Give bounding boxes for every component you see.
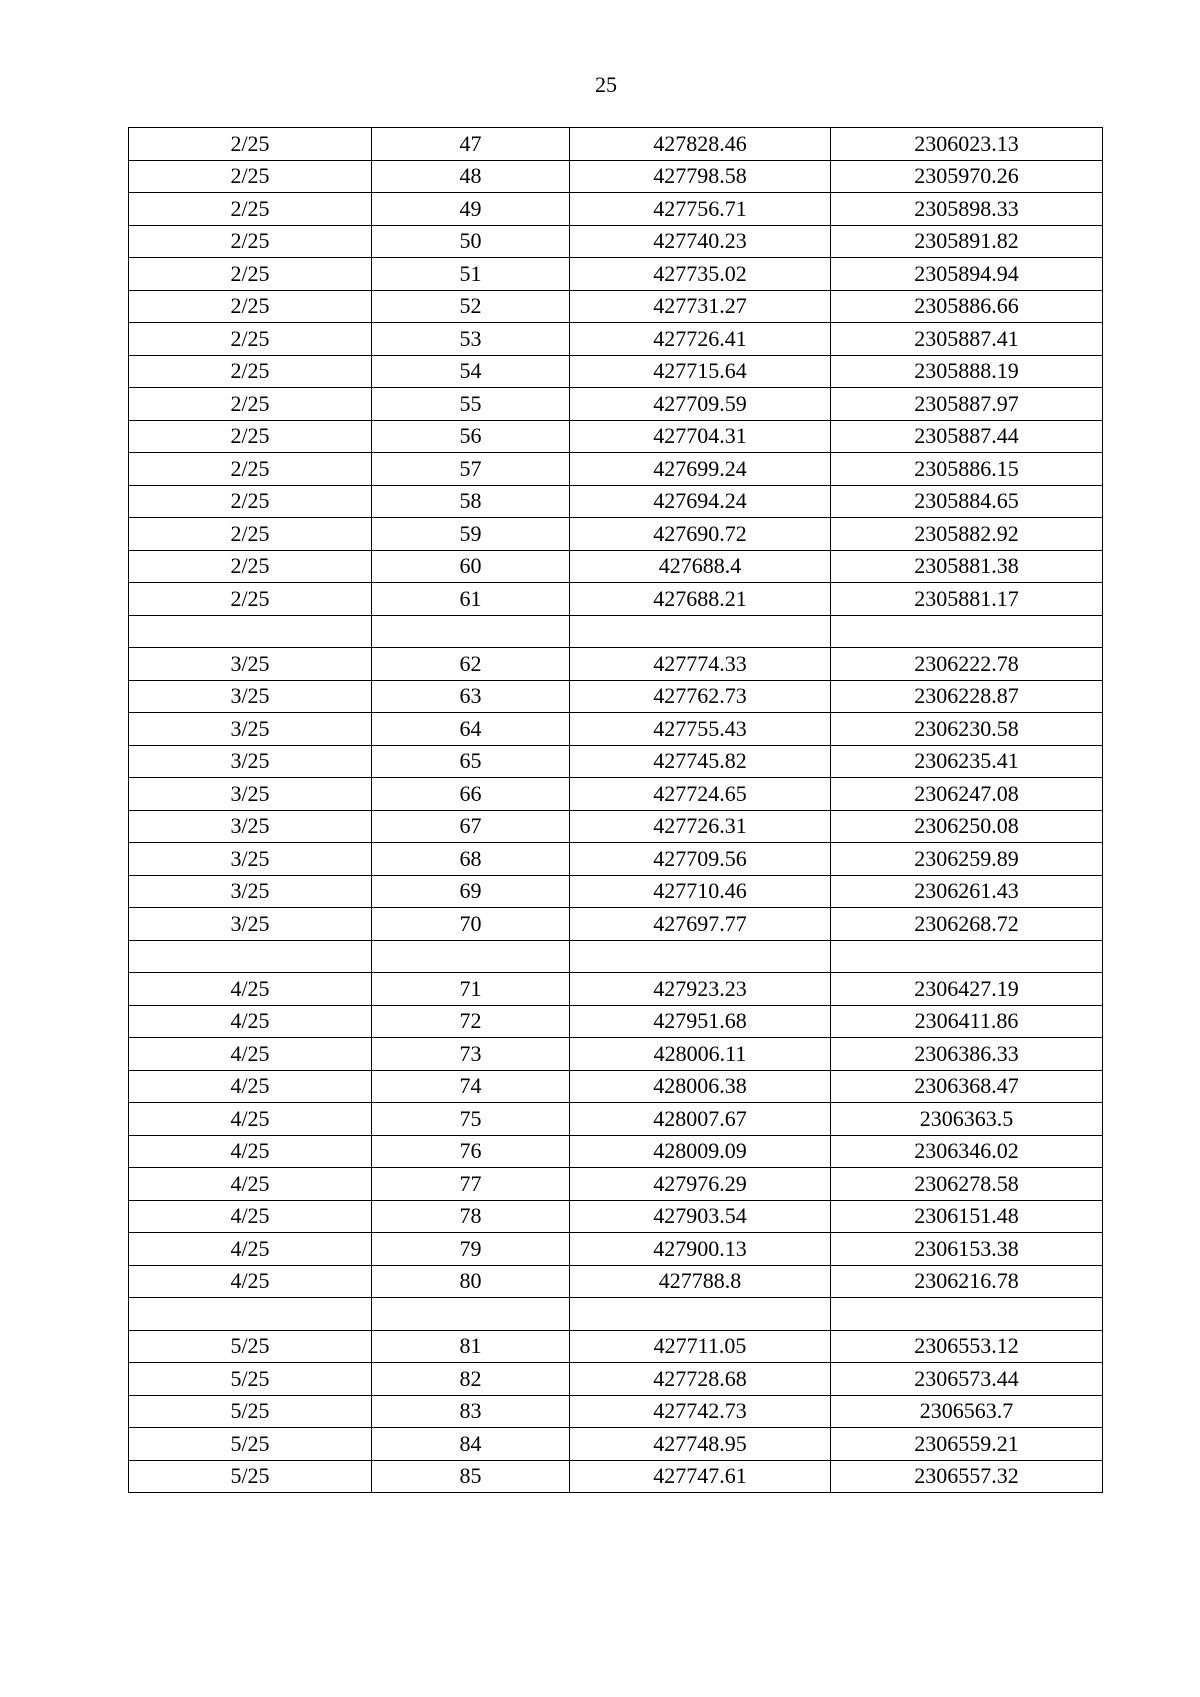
table-row (129, 355, 1103, 388)
y-coordinate-cell: 2306363.5 (831, 1103, 1103, 1136)
point-number-cell: 54 (372, 355, 570, 388)
point-number-cell: 50 (372, 225, 570, 258)
page-number: 25 (595, 72, 617, 97)
x-coordinate-cell: 427711.05 (570, 1330, 831, 1363)
plot-cell: 2/25 (129, 193, 372, 226)
point-number-cell: 73 (372, 1038, 570, 1071)
table-row (129, 518, 1103, 551)
plot-cell (129, 1298, 372, 1331)
point-number-cell: 81 (372, 1330, 570, 1363)
table-row (129, 680, 1103, 713)
x-coordinate-cell: 427728.68 (570, 1363, 831, 1396)
y-coordinate-cell: 2305882.92 (831, 518, 1103, 551)
x-coordinate-cell: 427756.71 (570, 193, 831, 226)
x-coordinate-cell: 428006.38 (570, 1070, 831, 1103)
plot-cell: 3/25 (129, 680, 372, 713)
x-coordinate-cell: 427788.8 (570, 1265, 831, 1298)
x-coordinate-cell: 427740.23 (570, 225, 831, 258)
table-row (129, 485, 1103, 518)
plot-cell: 3/25 (129, 745, 372, 778)
y-coordinate-cell: 2305891.82 (831, 225, 1103, 258)
plot-cell: 5/25 (129, 1363, 372, 1396)
x-coordinate-cell: 427762.73 (570, 680, 831, 713)
y-coordinate-cell: 2305884.65 (831, 485, 1103, 518)
point-number-cell: 85 (372, 1460, 570, 1493)
x-coordinate-cell: 427745.82 (570, 745, 831, 778)
coordinates-table (128, 127, 1103, 1493)
table-row (129, 225, 1103, 258)
plot-cell: 4/25 (129, 1200, 372, 1233)
y-coordinate-cell: 2305970.26 (831, 160, 1103, 193)
y-coordinate-cell: 2306228.87 (831, 680, 1103, 713)
plot-cell: 3/25 (129, 778, 372, 811)
y-coordinate-cell: 2305887.44 (831, 420, 1103, 453)
x-coordinate-cell: 427704.31 (570, 420, 831, 453)
point-number-cell (372, 615, 570, 648)
plot-cell: 4/25 (129, 1103, 372, 1136)
plot-cell: 2/25 (129, 128, 372, 161)
plot-cell: 4/25 (129, 1233, 372, 1266)
plot-cell: 2/25 (129, 420, 372, 453)
y-coordinate-cell: 2306557.32 (831, 1460, 1103, 1493)
point-number-cell: 52 (372, 290, 570, 323)
point-number-cell: 55 (372, 388, 570, 421)
point-number-cell: 61 (372, 583, 570, 616)
point-number-cell: 80 (372, 1265, 570, 1298)
table-row (129, 1038, 1103, 1071)
x-coordinate-cell: 428009.09 (570, 1135, 831, 1168)
y-coordinate-cell: 2306023.13 (831, 128, 1103, 161)
y-coordinate-cell: 2306346.02 (831, 1135, 1103, 1168)
x-coordinate-cell: 427724.65 (570, 778, 831, 811)
table-row (129, 420, 1103, 453)
point-number-cell: 74 (372, 1070, 570, 1103)
x-coordinate-cell: 428006.11 (570, 1038, 831, 1071)
y-coordinate-cell: 2305894.94 (831, 258, 1103, 291)
y-coordinate-cell: 2306563.7 (831, 1395, 1103, 1428)
table-row (129, 648, 1103, 681)
x-coordinate-cell: 427747.61 (570, 1460, 831, 1493)
plot-cell: 5/25 (129, 1395, 372, 1428)
x-coordinate-cell: 427688.4 (570, 550, 831, 583)
point-number-cell: 64 (372, 713, 570, 746)
x-coordinate-cell: 427710.46 (570, 875, 831, 908)
y-coordinate-cell: 2305881.17 (831, 583, 1103, 616)
table-body (129, 128, 1103, 1493)
table-row (129, 1005, 1103, 1038)
x-coordinate-cell: 427900.13 (570, 1233, 831, 1266)
point-number-cell: 78 (372, 1200, 570, 1233)
point-number-cell: 66 (372, 778, 570, 811)
x-coordinate-cell: 427748.95 (570, 1428, 831, 1461)
y-coordinate-cell: 2306573.44 (831, 1363, 1103, 1396)
plot-cell: 3/25 (129, 810, 372, 843)
plot-cell: 2/25 (129, 258, 372, 291)
table-row (129, 388, 1103, 421)
table-row (129, 875, 1103, 908)
point-number-cell: 69 (372, 875, 570, 908)
table-row (129, 583, 1103, 616)
point-number-cell (372, 1298, 570, 1331)
plot-cell: 4/25 (129, 1168, 372, 1201)
plot-cell: 2/25 (129, 323, 372, 356)
y-coordinate-cell: 2306553.12 (831, 1330, 1103, 1363)
plot-cell: 3/25 (129, 908, 372, 941)
table-row (129, 1070, 1103, 1103)
point-number-cell: 70 (372, 908, 570, 941)
table-row (129, 453, 1103, 486)
table-spacer-row (129, 615, 1103, 648)
plot-cell (129, 940, 372, 973)
x-coordinate-cell: 427828.46 (570, 128, 831, 161)
x-coordinate-cell: 427755.43 (570, 713, 831, 746)
x-coordinate-cell: 427731.27 (570, 290, 831, 323)
plot-cell (129, 615, 372, 648)
plot-cell: 2/25 (129, 290, 372, 323)
point-number-cell: 62 (372, 648, 570, 681)
point-number-cell: 51 (372, 258, 570, 291)
plot-cell: 5/25 (129, 1428, 372, 1461)
point-number-cell: 60 (372, 550, 570, 583)
x-coordinate-cell: 427709.59 (570, 388, 831, 421)
point-number-cell: 68 (372, 843, 570, 876)
y-coordinate-cell: 2305887.97 (831, 388, 1103, 421)
plot-cell: 2/25 (129, 518, 372, 551)
y-coordinate-cell: 2306153.38 (831, 1233, 1103, 1266)
table-row (129, 973, 1103, 1006)
plot-cell: 2/25 (129, 388, 372, 421)
plot-cell: 2/25 (129, 485, 372, 518)
x-coordinate-cell: 427976.29 (570, 1168, 831, 1201)
table-row (129, 193, 1103, 226)
x-coordinate-cell: 427798.58 (570, 160, 831, 193)
y-coordinate-cell: 2306230.58 (831, 713, 1103, 746)
y-coordinate-cell (831, 615, 1103, 648)
point-number-cell: 77 (372, 1168, 570, 1201)
table-row (129, 745, 1103, 778)
plot-cell: 2/25 (129, 160, 372, 193)
point-number-cell: 82 (372, 1363, 570, 1396)
point-number-cell: 57 (372, 453, 570, 486)
y-coordinate-cell: 2305888.19 (831, 355, 1103, 388)
x-coordinate-cell (570, 940, 831, 973)
y-coordinate-cell: 2306247.08 (831, 778, 1103, 811)
table-row (129, 1200, 1103, 1233)
x-coordinate-cell: 427951.68 (570, 1005, 831, 1038)
y-coordinate-cell: 2306559.21 (831, 1428, 1103, 1461)
table-row (129, 128, 1103, 161)
y-coordinate-cell: 2305886.15 (831, 453, 1103, 486)
plot-cell: 2/25 (129, 225, 372, 258)
point-number-cell: 79 (372, 1233, 570, 1266)
point-number-cell: 71 (372, 973, 570, 1006)
point-number-cell: 65 (372, 745, 570, 778)
point-number-cell: 84 (372, 1428, 570, 1461)
table-row (129, 323, 1103, 356)
point-number-cell: 49 (372, 193, 570, 226)
y-coordinate-cell: 2305881.38 (831, 550, 1103, 583)
point-number-cell: 47 (372, 128, 570, 161)
plot-cell: 4/25 (129, 973, 372, 1006)
x-coordinate-cell: 428007.67 (570, 1103, 831, 1136)
plot-cell: 2/25 (129, 355, 372, 388)
table-spacer-row (129, 1298, 1103, 1331)
x-coordinate-cell: 427699.24 (570, 453, 831, 486)
y-coordinate-cell: 2305887.41 (831, 323, 1103, 356)
table-row (129, 550, 1103, 583)
y-coordinate-cell: 2306235.41 (831, 745, 1103, 778)
table-row (129, 1168, 1103, 1201)
x-coordinate-cell (570, 1298, 831, 1331)
y-coordinate-cell: 2306411.86 (831, 1005, 1103, 1038)
y-coordinate-cell: 2305886.66 (831, 290, 1103, 323)
table-row (129, 1265, 1103, 1298)
point-number-cell: 76 (372, 1135, 570, 1168)
y-coordinate-cell: 2305898.33 (831, 193, 1103, 226)
plot-cell: 4/25 (129, 1265, 372, 1298)
point-number-cell: 58 (372, 485, 570, 518)
table-row (129, 778, 1103, 811)
y-coordinate-cell: 2306278.58 (831, 1168, 1103, 1201)
x-coordinate-cell: 427688.21 (570, 583, 831, 616)
plot-cell: 3/25 (129, 713, 372, 746)
x-coordinate-cell: 427742.73 (570, 1395, 831, 1428)
point-number-cell: 63 (372, 680, 570, 713)
point-number-cell: 53 (372, 323, 570, 356)
point-number-cell: 67 (372, 810, 570, 843)
x-coordinate-cell: 427923.23 (570, 973, 831, 1006)
x-coordinate-cell: 427774.33 (570, 648, 831, 681)
table-row (129, 290, 1103, 323)
plot-cell: 3/25 (129, 843, 372, 876)
plot-cell: 5/25 (129, 1330, 372, 1363)
y-coordinate-cell: 2306268.72 (831, 908, 1103, 941)
plot-cell: 2/25 (129, 583, 372, 616)
y-coordinate-cell: 2306222.78 (831, 648, 1103, 681)
table-spacer-row (129, 940, 1103, 973)
table-row (129, 1363, 1103, 1396)
table-row (129, 258, 1103, 291)
plot-cell: 3/25 (129, 648, 372, 681)
table-row (129, 160, 1103, 193)
y-coordinate-cell: 2306386.33 (831, 1038, 1103, 1071)
y-coordinate-cell: 2306261.43 (831, 875, 1103, 908)
plot-cell: 4/25 (129, 1038, 372, 1071)
y-coordinate-cell: 2306368.47 (831, 1070, 1103, 1103)
y-coordinate-cell: 2306216.78 (831, 1265, 1103, 1298)
x-coordinate-cell: 427735.02 (570, 258, 831, 291)
y-coordinate-cell: 2306427.19 (831, 973, 1103, 1006)
point-number-cell: 59 (372, 518, 570, 551)
x-coordinate-cell: 427690.72 (570, 518, 831, 551)
table-row (129, 1428, 1103, 1461)
point-number-cell: 56 (372, 420, 570, 453)
x-coordinate-cell: 427709.56 (570, 843, 831, 876)
point-number-cell: 48 (372, 160, 570, 193)
table-row (129, 843, 1103, 876)
plot-cell: 4/25 (129, 1005, 372, 1038)
x-coordinate-cell: 427726.31 (570, 810, 831, 843)
point-number-cell (372, 940, 570, 973)
table-row (129, 810, 1103, 843)
plot-cell: 3/25 (129, 875, 372, 908)
table-row (129, 1395, 1103, 1428)
table-row (129, 1103, 1103, 1136)
table-row (129, 713, 1103, 746)
table-row (129, 1233, 1103, 1266)
point-number-cell: 83 (372, 1395, 570, 1428)
table-row (129, 1330, 1103, 1363)
y-coordinate-cell: 2306259.89 (831, 843, 1103, 876)
x-coordinate-cell: 427726.41 (570, 323, 831, 356)
table-row (129, 1460, 1103, 1493)
point-number-cell: 75 (372, 1103, 570, 1136)
plot-cell: 2/25 (129, 453, 372, 486)
x-coordinate-cell: 427694.24 (570, 485, 831, 518)
y-coordinate-cell: 2306151.48 (831, 1200, 1103, 1233)
x-coordinate-cell: 427903.54 (570, 1200, 831, 1233)
plot-cell: 5/25 (129, 1460, 372, 1493)
table-row (129, 1135, 1103, 1168)
plot-cell: 2/25 (129, 550, 372, 583)
plot-cell: 4/25 (129, 1135, 372, 1168)
table-row (129, 908, 1103, 941)
plot-cell: 4/25 (129, 1070, 372, 1103)
x-coordinate-cell: 427715.64 (570, 355, 831, 388)
y-coordinate-cell: 2306250.08 (831, 810, 1103, 843)
point-number-cell: 72 (372, 1005, 570, 1038)
y-coordinate-cell (831, 1298, 1103, 1331)
x-coordinate-cell: 427697.77 (570, 908, 831, 941)
y-coordinate-cell (831, 940, 1103, 973)
x-coordinate-cell (570, 615, 831, 648)
